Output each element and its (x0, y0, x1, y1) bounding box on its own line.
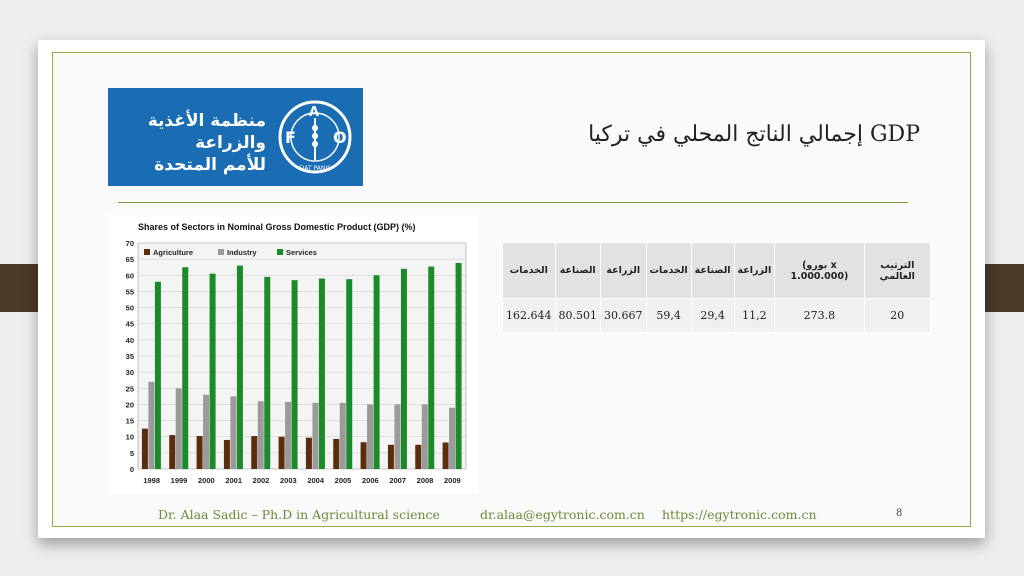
bar-industry (285, 402, 291, 469)
table-cell: 80.501 (555, 299, 601, 333)
bar-agriculture (333, 439, 339, 469)
gdp-chart (108, 215, 478, 493)
footer-email[interactable]: dr.alaa@egytronic.com.cn (480, 507, 645, 522)
table-cell: 11,2 (734, 299, 775, 333)
y-tick-label: 55 (125, 287, 134, 297)
bar-agriculture (443, 443, 449, 469)
x-tick-label: 1999 (170, 476, 188, 485)
bar-services (182, 267, 188, 469)
fao-org-line1: منظمة الأغذية والزراعة (147, 111, 266, 153)
legend-label: Services (286, 248, 317, 257)
legend-swatch (144, 249, 150, 255)
bar-agriculture (142, 429, 148, 469)
table-row (503, 299, 931, 333)
x-tick-label: 2006 (361, 476, 379, 485)
bar-industry (367, 404, 373, 469)
table-header-cell: الزراعة (601, 243, 647, 299)
page-number: 8 (896, 508, 903, 519)
x-tick-label: 1998 (143, 476, 161, 485)
legend-swatch (277, 249, 283, 255)
table-header-cell: الصناعة (555, 243, 601, 299)
bar-agriculture (306, 438, 312, 469)
bar-agriculture (197, 436, 203, 469)
bar-services (346, 279, 352, 469)
footer-author: Dr. Alaa Sadic – Ph.D in Agricultural science (158, 507, 440, 522)
bar-services (428, 267, 434, 469)
table-cell: 59,4 (646, 299, 691, 333)
bar-services (319, 279, 325, 469)
y-tick-label: 35 (125, 352, 134, 361)
table-header-cell: (بورو x 1.000.000) (775, 243, 864, 299)
x-tick-label: 2003 (279, 476, 297, 485)
y-tick-label: 20 (125, 400, 134, 410)
bar-agriculture (169, 435, 175, 469)
bar-services (374, 275, 380, 469)
table-cell: 20 (864, 299, 930, 333)
bar-agriculture (415, 445, 421, 469)
table-header-cell: الزراعة (734, 243, 775, 299)
x-tick-label: 2008 (416, 476, 434, 485)
fao-org-line2: للأمم المتحدة (154, 155, 266, 175)
y-tick-label: 70 (125, 239, 134, 248)
y-tick-label: 15 (125, 416, 134, 426)
table-cell: 273.8 (775, 299, 864, 333)
bar-industry (203, 395, 209, 469)
bar-agriculture (251, 436, 257, 469)
x-tick-label: 2009 (443, 476, 461, 485)
bar-agriculture (388, 445, 394, 469)
bar-industry (394, 404, 400, 469)
table-header-cell: الخدمات (646, 243, 691, 299)
table-header-cell: الترتيب العالمي (864, 243, 930, 299)
x-tick-label: 2002 (252, 476, 270, 485)
bar-services (155, 282, 161, 469)
bar-agriculture (361, 442, 367, 469)
title-divider (118, 202, 908, 203)
emblem-letter-f: F (285, 128, 296, 147)
y-tick-label: 5 (129, 448, 134, 458)
fao-logo (108, 88, 363, 186)
x-tick-label: 2001 (225, 476, 243, 485)
x-tick-label: 2004 (307, 476, 325, 485)
y-tick-label: 0 (129, 465, 134, 474)
fao-emblem-icon (276, 98, 354, 176)
y-tick-label: 10 (125, 432, 134, 442)
y-tick-label: 30 (125, 368, 134, 378)
bar-services (456, 263, 462, 469)
bar-services (237, 266, 243, 469)
bar-services (210, 274, 216, 469)
bar-industry (312, 403, 318, 469)
y-tick-label: 60 (125, 271, 134, 281)
bar-industry (422, 404, 428, 469)
x-tick-label: 2007 (389, 476, 407, 485)
bar-services (264, 277, 270, 469)
table-header-cell: الصناعة (691, 243, 734, 299)
emblem-motto: FIAT PANIS (299, 165, 331, 172)
x-tick-label: 2000 (197, 476, 215, 485)
y-tick-label: 40 (125, 335, 134, 345)
table-header-row (503, 243, 931, 299)
chart-title: Shares of Sectors in Nominal Gross Domestic Product (GDP) (%) (138, 222, 416, 232)
bar-services (401, 269, 407, 469)
bar-industry (230, 396, 236, 469)
y-tick-label: 50 (125, 303, 134, 313)
bar-industry (258, 401, 264, 469)
x-tick-label: 2005 (334, 476, 352, 485)
table-header-cell: الخدمات (503, 243, 556, 299)
bar-industry (148, 382, 154, 469)
bar-agriculture (279, 437, 285, 469)
legend-label: Agriculture (153, 248, 194, 257)
bar-industry (340, 403, 346, 469)
legend-label: Industry (227, 248, 257, 257)
y-tick-label: 25 (125, 384, 134, 394)
y-tick-label: 45 (125, 319, 134, 329)
emblem-letter-a: A (309, 105, 320, 120)
slide-title: إجمالي الناتج المحلي في تركيا GDP (588, 122, 920, 147)
bar-agriculture (224, 440, 230, 469)
gdp-table (502, 242, 931, 333)
bar-industry (449, 408, 455, 469)
legend-swatch (218, 249, 224, 255)
table-cell: 162.644 (503, 299, 556, 333)
footer-website[interactable]: https://egytronic.com.cn (662, 507, 817, 522)
table-cell: 29,4 (691, 299, 734, 333)
bar-industry (176, 388, 182, 469)
table-cell: 30.667 (601, 299, 647, 333)
fao-org-name (116, 110, 266, 176)
gdp-chart-svg (108, 215, 478, 493)
y-tick-label: 65 (125, 255, 134, 265)
emblem-letter-o: O (333, 128, 347, 147)
bar-services (292, 280, 298, 469)
